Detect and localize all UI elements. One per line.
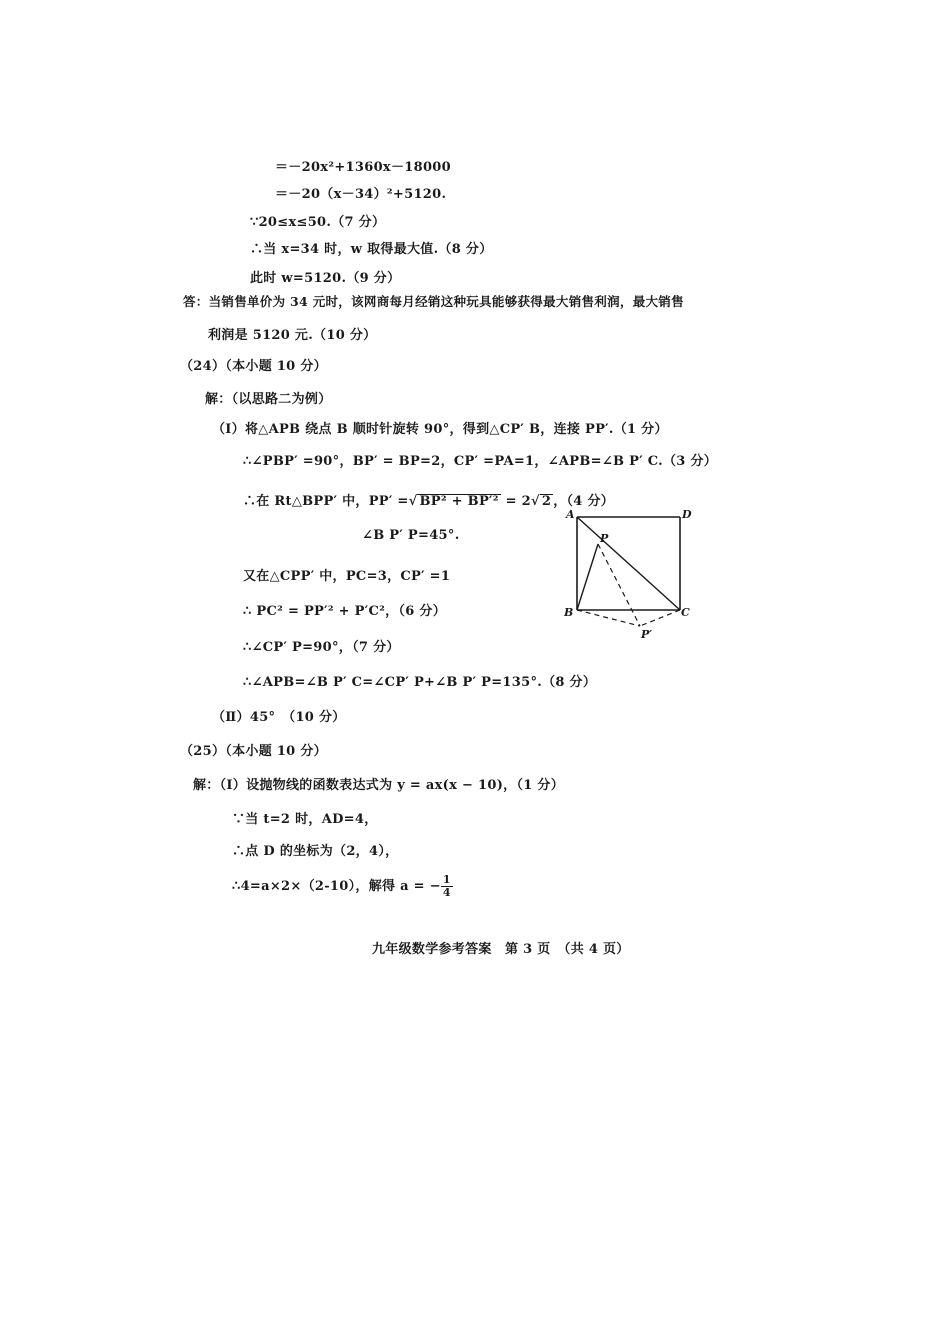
t-equals-2-line: ∵当 t=2 时，AD=4， xyxy=(232,812,378,827)
question-25-heading: （25）（本小题 10 分） xyxy=(180,744,327,759)
segment-bp-prime xyxy=(577,610,640,626)
sqrt-two: 2 xyxy=(541,494,552,509)
right-angle-line: ∴∠CP′ P=90°，（7 分） xyxy=(243,640,400,655)
segment-pp-prime xyxy=(598,544,640,626)
pythagoras-prefix: ∴在 Rt△BPP′ 中，PP′ = xyxy=(243,494,409,509)
point-d-line: ∴点 D 的坐标为（2，4）， xyxy=(232,844,399,859)
segment-pb xyxy=(577,544,598,610)
label-c: C xyxy=(681,606,690,619)
square-rotation-figure xyxy=(560,500,700,650)
converse-pythagoras-line: ∴ PC² = PP′² + P′C²，（6 分） xyxy=(243,604,446,619)
page-footer: 九年级数学参考答案 第 3 页 （共 4 页） xyxy=(372,942,630,957)
equals-two: = 2 xyxy=(500,494,531,509)
fraction-numerator: 1 xyxy=(442,873,451,886)
solution-intro: 解：（以思路二为例） xyxy=(205,392,332,407)
fraction-one-quarter xyxy=(441,874,453,899)
max-value-line: ∴当 x=34 时，w 取得最大值.（8 分） xyxy=(250,242,493,257)
equation-line-2: ＝－20（x－34）²+5120. xyxy=(275,187,447,202)
step-rotation: （Ⅰ）将△APB 绕点 B 顺时针旋转 90°，得到△CP′ B，连接 PP′.（1 分） xyxy=(212,422,668,437)
result-line: 此时 w=5120.（9 分） xyxy=(250,271,401,286)
sqrt-radicand: BP² + BP′² xyxy=(419,494,499,509)
label-p: P xyxy=(600,532,609,545)
solve-a-text: ∴4=a×2×（2-10），解得 a = − xyxy=(232,879,441,894)
segment-cp-prime xyxy=(640,610,680,626)
conclusion-135-line: ∴∠APB=∠B P′ C=∠CP′ P+∠B P′ P=135°.（8 分） xyxy=(243,675,597,690)
triangle-cpp-line: 又在△CPP′ 中，PC=3，CP′ =1 xyxy=(243,569,451,584)
answer-line-1: 答：当销售单价为 34 元时，该网商每月经销这种玩具能够获得最大销售利润，最大销售 xyxy=(183,294,684,309)
answer-line-2: 利润是 5120 元.（10 分） xyxy=(208,328,377,343)
question-24-heading: （24）（本小题 10 分） xyxy=(180,359,327,374)
score-4: ，（4 分） xyxy=(553,494,615,509)
part-two-answer: （Ⅱ）45° （10 分） xyxy=(212,710,346,725)
equation-line-1: ＝－20x²+1360x－18000 xyxy=(275,160,451,175)
fraction-denominator: 4 xyxy=(442,886,451,899)
parabola-setup-line: 解：（Ⅰ）设抛物线的函数表达式为 y = ax(x − 10)，（1 分） xyxy=(193,778,565,793)
label-b: B xyxy=(564,606,574,619)
label-d: D xyxy=(682,508,692,521)
label-a: A xyxy=(566,508,575,521)
condition-line: ∵20≤x≤50.（7 分） xyxy=(250,215,386,230)
label-p-prime: P′ xyxy=(641,628,653,641)
step-pythagoras: ∴在 Rt△BPP′ 中，PP′ =√ BP² + BP′² = 2√ 2 ，（4 分） xyxy=(243,494,615,509)
step-angles: ∴∠PBP′ =90°，BP′ = BP=2，CP′ =PA=1，∠APB=∠B P′ C.（3 分） xyxy=(243,454,718,469)
angle-45-line: ∠B P′ P=45°. xyxy=(362,528,460,543)
solve-a-line xyxy=(232,874,453,899)
